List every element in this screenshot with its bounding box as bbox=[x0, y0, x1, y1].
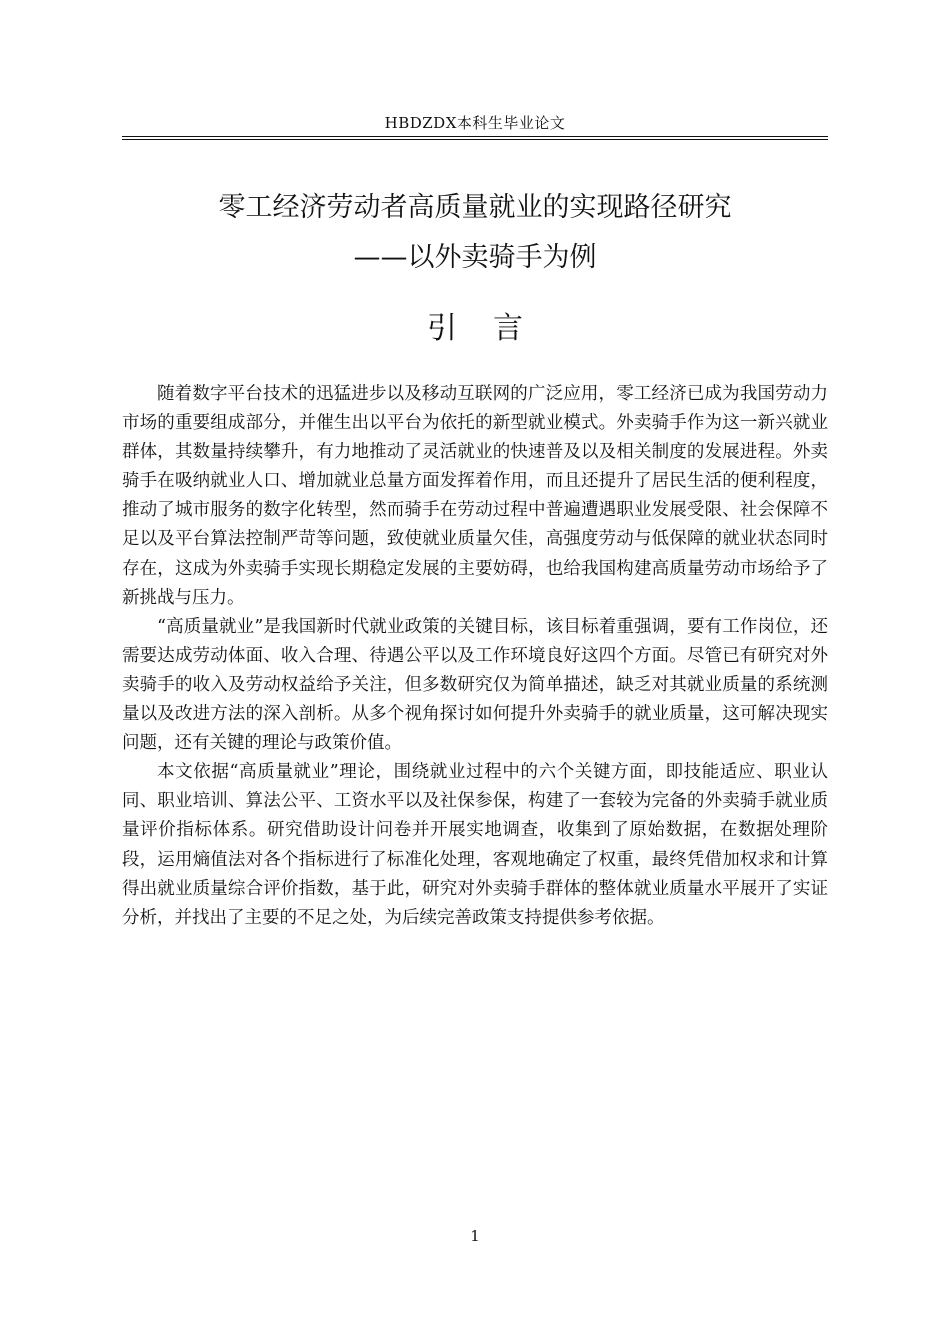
paper-subtitle: ——以外卖骑手为例 bbox=[353, 242, 597, 273]
title-block bbox=[122, 184, 828, 282]
paragraph: 本文依据“高质量就业”理论，围绕就业过程中的六个关键方面，即技能适应、职业认同、职业培训、算法公平、工资水平以及社保参保，构建了一套较为完备的外卖骑手就业质量评价指标体系。研究借助设计问卷并开展实地调查，收集到了原始数据，在数据处理阶段，运用熵值法对各个指标进行了标准化处理，客观地确定了权重，最终凭借加权求和计算得出就业质量综合评价指数，基于此，研究对外卖骑手群体的整体就业质量水平展开了实证分析，并找出了主要的不足之处，为后续完善政策支持提供参考依据。 bbox=[122, 762, 828, 928]
section-heading: 引言 bbox=[427, 311, 559, 346]
paragraph: “高质量就业”是我国新时代就业政策的关键目标，该目标着重强调，要有工作岗位，还需要达成劳动体面、收入合理、待遇公平以及工作环境良好这四个方面。尽管已有研究对外卖骑手的收入及劳动权益给予关注，但多数研究仅为简单描述，缺乏对其就业质量的系统测量以及改进方法的深入剖析。从多个视角探讨如何提升外卖骑手的就业质量，这可解决现实问题，还有关键的理论与政策价值。 bbox=[122, 616, 828, 754]
header-rule bbox=[122, 136, 828, 140]
paper-title: 零工经济劳动者高质量就业的实现路径研究 bbox=[218, 192, 732, 223]
body-text bbox=[122, 380, 828, 933]
paragraph: 随着数字平台技术的迅猛进步以及移动互联网的广泛应用，零工经济已成为我国劳动力市场的重要组成部分，并催生出以平台为依托的新型就业模式。外卖骑手作为这一新兴就业群体，其数量持续攀升，有力地推动了灵活就业的快速普及以及相关制度的发展进程。外卖骑手在吸纳就业人口、增加就业总量方面发挥着作用，而且还提升了居民生活的便利程度，推动了城市服务的数字化转型，然而骑手在劳动过程中普遍遭遇职业发展受限、社会保障不足以及平台算法控制严苛等问题，致使就业质量欠佳，高强度劳动与低保障的就业状态同时存在，这成为外卖骑手实现长期稳定发展的主要妨碍，也给我国构建高质量劳动市场给予了新挑战与压力。 bbox=[122, 384, 828, 608]
page-number: 1 bbox=[470, 1227, 480, 1245]
running-header: HBDZDX本科生毕业论文 bbox=[384, 114, 566, 132]
